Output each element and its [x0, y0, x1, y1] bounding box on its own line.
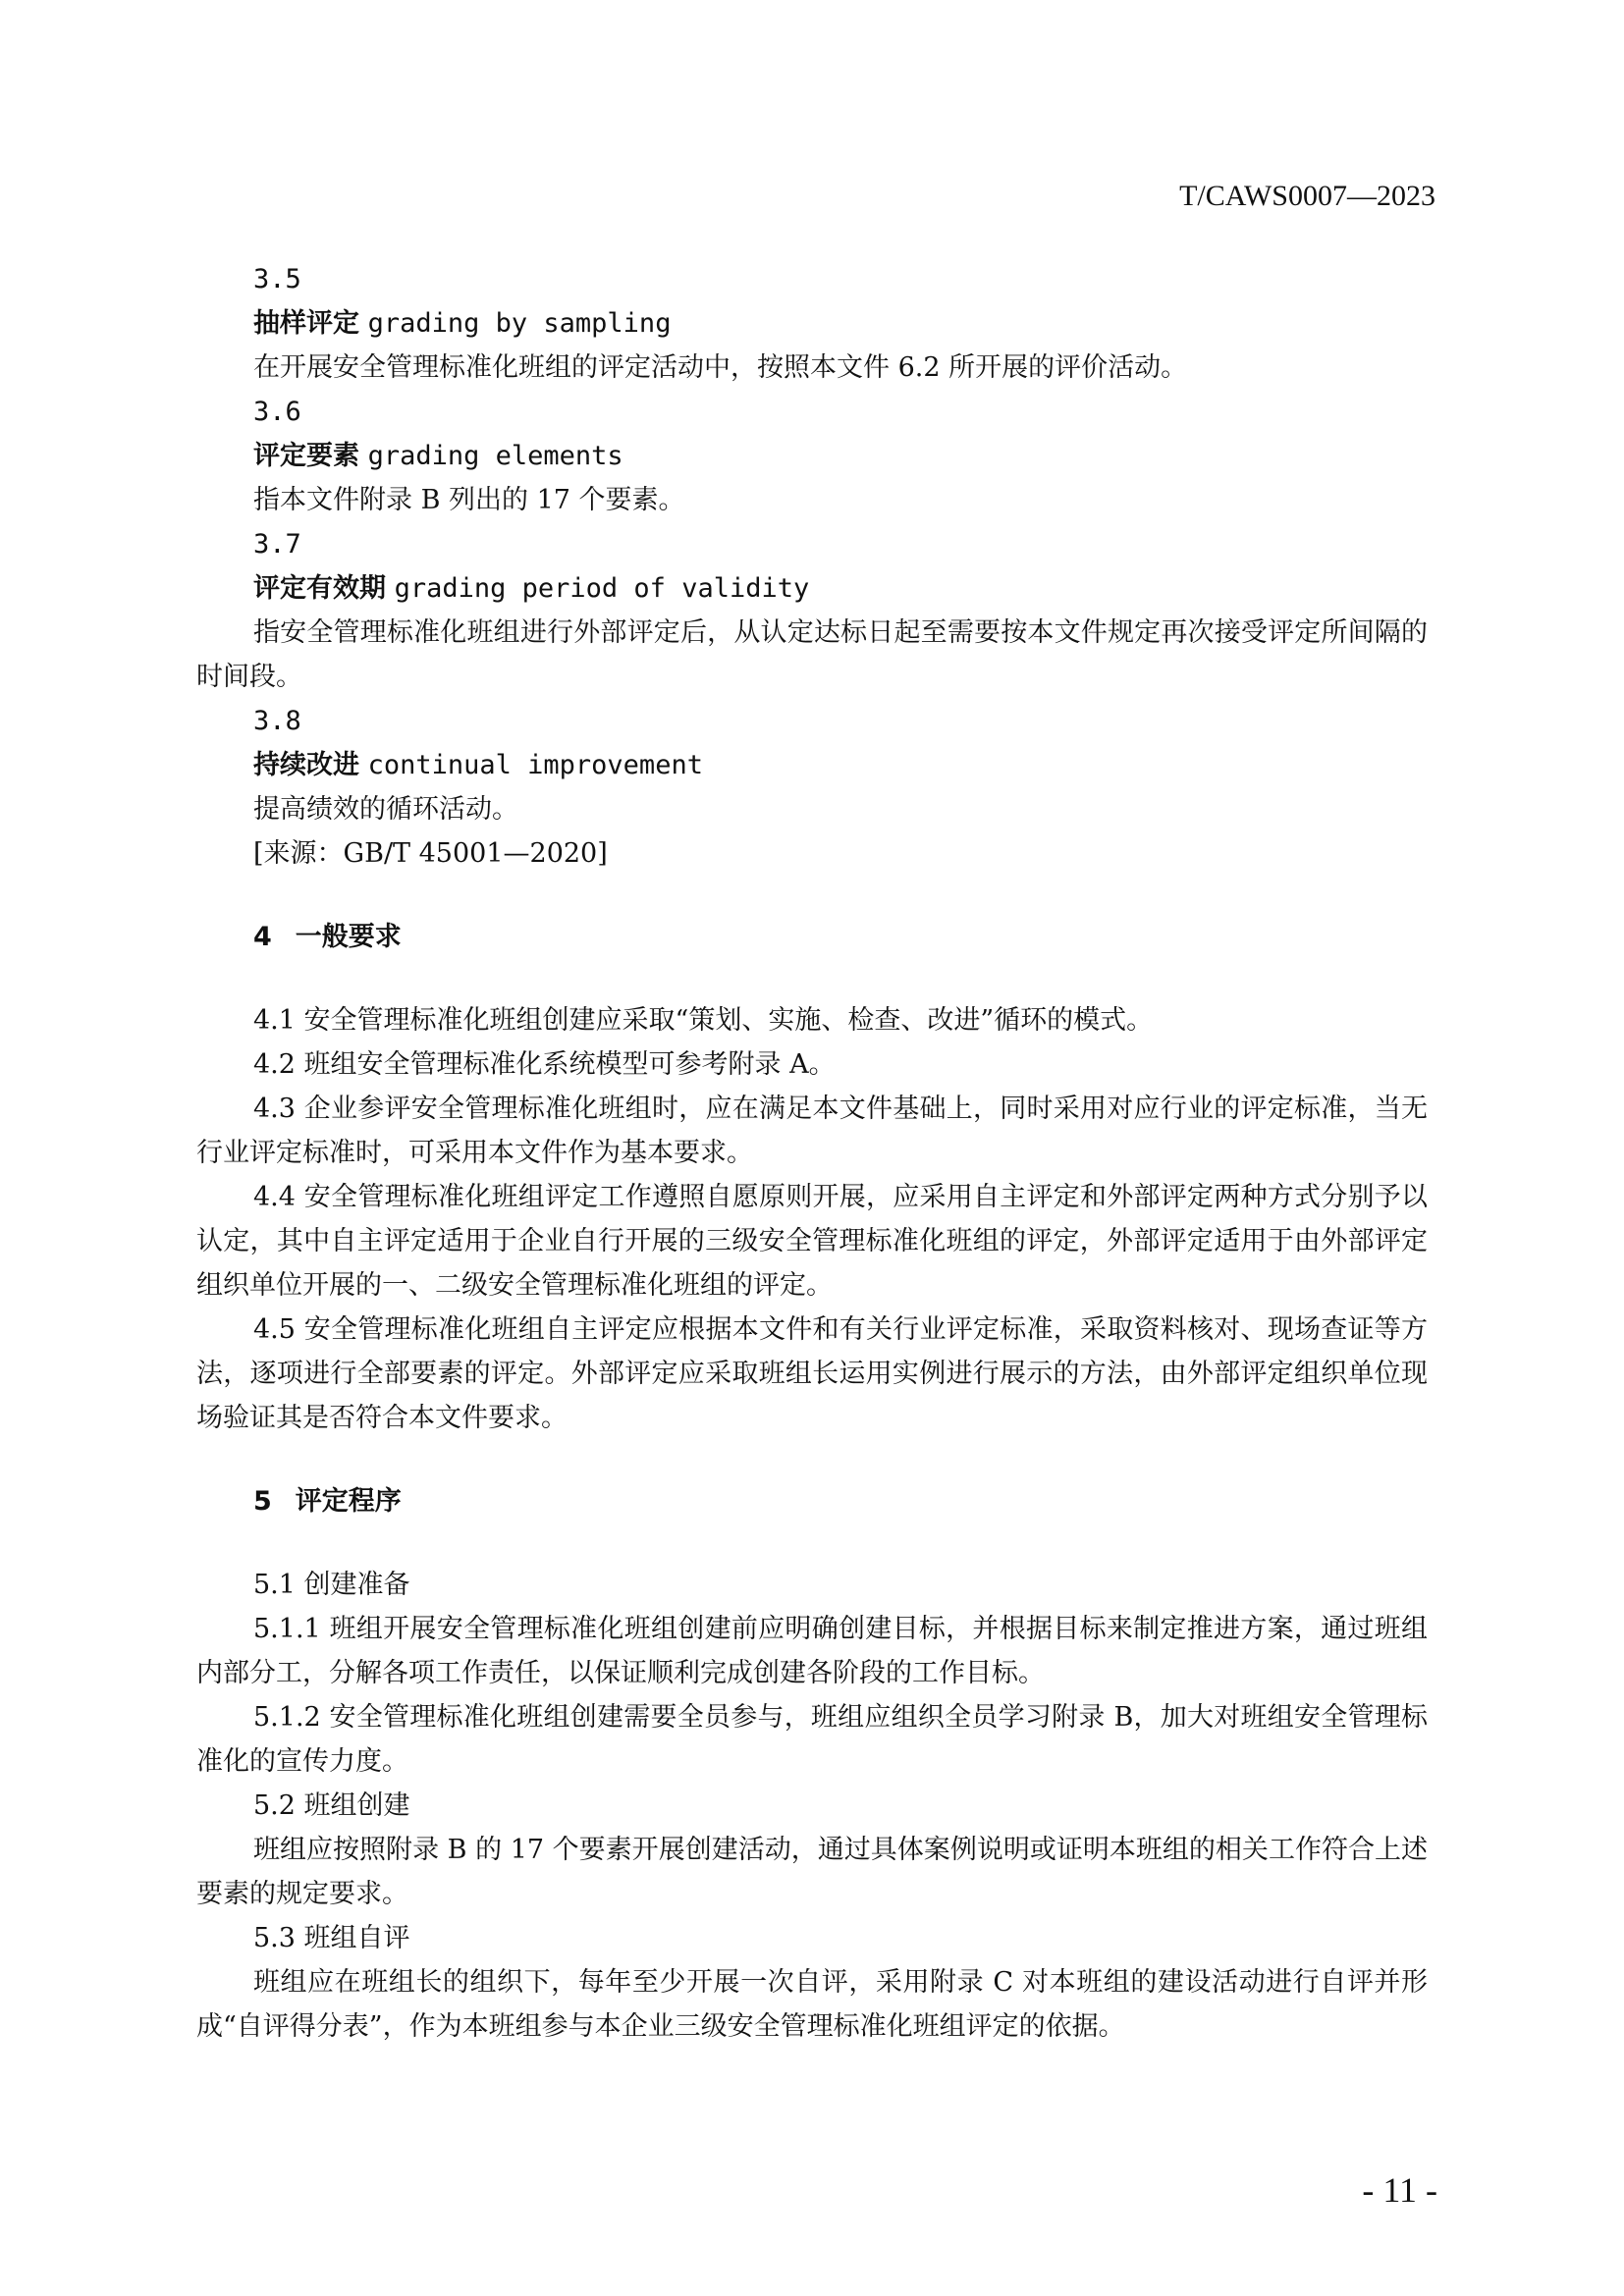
term-chinese: 持续改进 [253, 750, 359, 780]
page-number: - 11 - [1362, 2170, 1437, 2210]
term-definition: 在开展安全管理标准化班组的评定活动中，按照本文件 6.2 所开展的评价活动。 [253, 352, 1188, 383]
section-heading [196, 915, 1428, 959]
term-definition: 提高绩效的循环活动。 [253, 794, 518, 825]
section-number: 4 [253, 922, 272, 952]
clause-text: 4.2 班组安全管理标准化系统模型可参考附录 A。 [253, 1049, 836, 1080]
clause-text: 4.3 企业参评安全管理标准化班组时，应在满足本文件基础上，同时采用对应行业的评定标准，当无行业评定标准时，可采用本文件作为基本要求。 [196, 1094, 1428, 1168]
term-chinese: 抽样评定 [253, 308, 359, 339]
section-title: 评定程序 [295, 1486, 402, 1517]
term-source: [来源：GB/T 45001—2020] [253, 838, 608, 869]
term-line [196, 566, 1428, 611]
subsection-heading: 5.1 创建准备 [253, 1570, 410, 1600]
clause-text: 班组应按照附录 B 的 17 个要素开展创建活动，通过具体案例说明或证明本班组的相关工作符合上述要素的规定要求。 [196, 1835, 1428, 1909]
term-english: continual improvement [367, 750, 703, 780]
clause-text: 4.4 安全管理标准化班组评定工作遵照自愿原则开展，应采用自主评定和外部评定两种方式分别予以认定，其中自主评定适用于企业自行开展的三级安全管理标准化班组的评定，外部评定适用于由外部评定组织单位开展的一、二级安全管理标准化班组的评定。 [196, 1182, 1428, 1301]
term-line [196, 301, 1428, 346]
section-title: 一般要求 [295, 922, 402, 952]
section-number: 5 [253, 1486, 272, 1517]
term-english: grading elements [367, 441, 623, 471]
term-line [196, 434, 1428, 478]
clause-text: 4.1 安全管理标准化班组创建应采取“策划、实施、检查、改进”循环的模式。 [253, 1005, 1154, 1036]
clause-text: 5.1.2 安全管理标准化班组创建需要全员参与，班组应组织全员学习附录 B，加大对班组安全管理标准化的宣传力度。 [196, 1702, 1428, 1777]
clause-number: 3.6 [253, 397, 301, 427]
section-heading [196, 1479, 1428, 1523]
document-code: T/CAWS0007—2023 [1179, 180, 1435, 212]
clause-text: 班组应在班组长的组织下，每年至少开展一次自评，采用附录 C 对本班组的建设活动进行自评并形成“自评得分表”，作为本班组参与本企业三级安全管理标准化班组评定的依据。 [196, 1967, 1428, 2042]
subsection-heading: 5.2 班组创建 [253, 1790, 410, 1821]
term-definition: 指安全管理标准化班组进行外部评定后，从认定达标日起至需要按本文件规定再次接受评定所间隔的时间段。 [196, 617, 1428, 692]
term-line [196, 743, 1428, 787]
clause-number: 3.7 [253, 529, 301, 560]
term-definition: 指本文件附录 B 列出的 17 个要素。 [253, 485, 685, 515]
clause-text: 4.5 安全管理标准化班组自主评定应根据本文件和有关行业评定标准，采取资料核对、现场查证等方法，逐项进行全部要素的评定。外部评定应采取班组长运用实例进行展示的方法，由外部评定组织单位现场验证其是否符合本文件要求。 [196, 1314, 1428, 1433]
term-english: grading period of validity [394, 573, 810, 604]
term-chinese: 评定要素 [253, 441, 359, 471]
page-content [196, 257, 1428, 2049]
clause-text: 5.1.1 班组开展安全管理标准化班组创建前应明确创建目标，并根据目标来制定推进方案，通过班组内部分工，分解各项工作责任，以保证顺利完成创建各阶段的工作目标。 [196, 1614, 1428, 1688]
subsection-heading: 5.3 班组自评 [253, 1923, 410, 1953]
term-english: grading by sampling [367, 308, 672, 339]
clause-number: 3.8 [253, 706, 301, 736]
clause-number: 3.5 [253, 264, 301, 294]
term-chinese: 评定有效期 [253, 573, 386, 604]
